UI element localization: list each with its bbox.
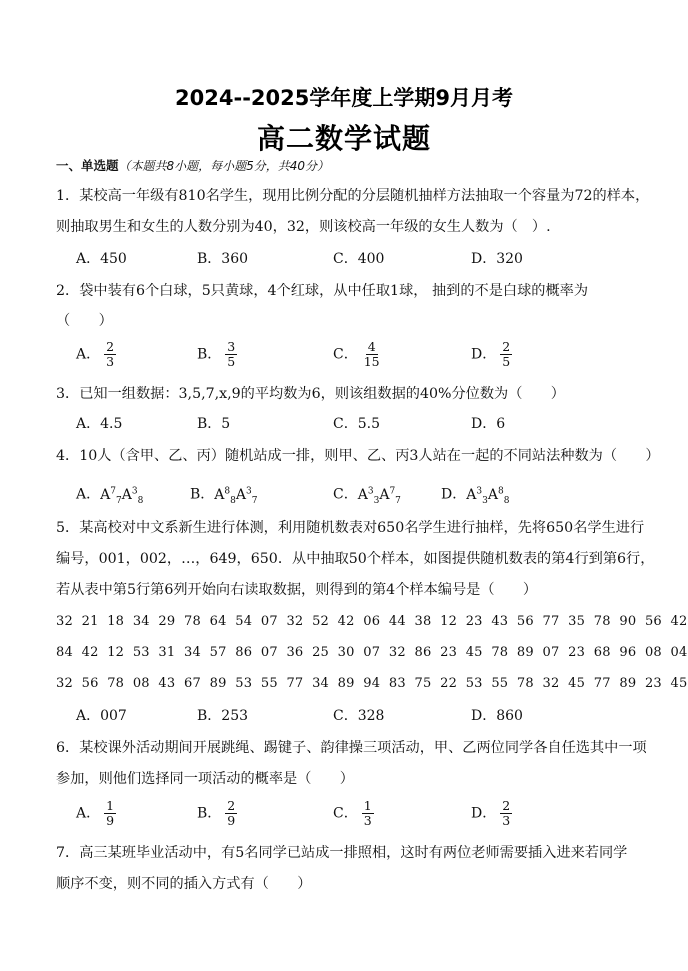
q1-option-a: A．450: [76, 251, 127, 267]
exam-title: 2024--2025学年度上学期9月月考: [175, 86, 513, 110]
q6-text-1: 6．某校课外活动期间开展跳绳、踢键子、韵律操三项活动，甲、乙两位同学各自任选其中一项: [56, 740, 647, 756]
section-note: （本题共8小题，每小题5分，共40分）: [118, 159, 330, 173]
fraction-numerator: 2: [502, 798, 511, 813]
q5-text-1: 5．某高校对中文系新生进行体测，利用随机数表对650名学生进行抽样，先将650名学生进行: [56, 520, 645, 536]
fraction-denominator: 5: [227, 354, 236, 369]
fraction-denominator: 5: [502, 354, 511, 369]
q3-option-b: B．5: [197, 416, 231, 432]
random-table-row: 32 21 18 34 29 78 64 54 07 32 52 42 06 44 38 12 23 43 56 77 35 78 90 56 42: [56, 614, 688, 629]
fraction: [500, 340, 512, 369]
q4-option-a: [76, 481, 143, 510]
permutation-term: $A^7_7A^3_8$: [100, 486, 144, 506]
q1-text-2: 则抽取男生和女生的人数分别为40，32，则该校高一年级的女生人数为（ ）.: [56, 219, 551, 235]
perm-sup: 8: [224, 486, 231, 496]
section-heading: [56, 156, 329, 176]
fraction: [225, 340, 237, 369]
q3-option-c: C．5.5: [333, 416, 380, 432]
perm-sub: 7: [395, 495, 401, 506]
q2-option-c-label: C．: [333, 346, 358, 363]
fraction-denominator: 9: [227, 813, 236, 828]
q6-option-b: [197, 799, 237, 828]
fraction-numerator: 4: [367, 339, 376, 354]
q6-option-c-label: C．: [333, 805, 358, 822]
q1-option-d: D．320: [471, 251, 523, 267]
q6-option-c: [333, 799, 374, 828]
perm-sub: 7: [251, 495, 258, 506]
q4-option-b-label: B．: [190, 486, 215, 503]
q3-text-1: 3．已知一组数据：3,5,7,x,9的平均数为6，则该组数据的40%分位数为（ ）: [56, 386, 565, 402]
q2-option-b-label: B．: [197, 346, 222, 363]
q7-text-2: 顺序不变，则不同的插入方式有（ ）: [56, 876, 312, 892]
permutation-term: $A^3_3A^7_7$: [357, 486, 401, 506]
q4-option-d: [441, 481, 509, 510]
q3-option-d: D．6: [471, 416, 506, 432]
q6-option-d: [471, 799, 512, 828]
q2-option-a-label: A．: [76, 346, 101, 363]
q2-option-a: [76, 340, 116, 369]
permutation-term: $A^3_3A^8_8$: [466, 486, 510, 506]
q3-option-a: A．4.5: [76, 416, 123, 432]
perm-sup: 3: [367, 486, 374, 496]
q4-option-a-label: A．: [76, 486, 101, 503]
perm-sup: 3: [246, 486, 252, 496]
perm-sup: 8: [497, 486, 504, 496]
fraction: [104, 340, 116, 369]
fraction-numerator: 3: [227, 339, 236, 354]
fraction: [362, 799, 374, 828]
fraction-numerator: 1: [363, 798, 372, 813]
perm-sub: 3: [482, 495, 488, 506]
q4-option-b: [190, 481, 257, 510]
q6-option-a-label: A．: [76, 805, 101, 822]
perm-sup: 3: [476, 486, 483, 496]
q7-text-1: 7．高三某班毕业活动中，有5名同学已站成一排照相，这时有两位老师需要插入进来若同学: [56, 845, 628, 861]
q4-text-1: 4．10人（含甲、乙、丙）随机站成一排，则甲、乙、丙3人站在一起的不同站法种数为（ ）: [56, 448, 660, 464]
q1-text-1: 1．某校高一年级有810名学生，现用比例分配的分层随机抽样方法抽取一个容量为72的样本，: [56, 188, 650, 204]
perm-sub: 8: [230, 495, 236, 506]
permutation-term: $A^8_8A^3_7$: [214, 486, 258, 506]
perm-sup: 7: [110, 486, 116, 496]
q4-option-c-label: C．: [333, 486, 358, 503]
q5-text-3: 若从表中第5行第6列开始向右读取数据，则得到的第4个样本编号是（ ）: [56, 582, 538, 598]
perm-sup: 3: [131, 486, 138, 496]
random-table-row: 84 42 12 53 31 34 57 86 07 36 25 30 07 32 86 23 45 78 89 07 23 68 96 08 04: [56, 645, 688, 660]
section-label: 一、单选题: [56, 158, 119, 173]
fraction-numerator: 2: [502, 339, 511, 354]
fraction-denominator: 3: [106, 354, 115, 369]
exam-subtitle: 高二数学试题: [256, 122, 431, 155]
q5-option-b: B．253: [197, 708, 249, 724]
fraction: [104, 799, 116, 828]
q6-option-d-label: D．: [471, 805, 497, 822]
fraction-numerator: 2: [227, 798, 236, 813]
random-table-row: 32 56 78 08 43 67 89 53 55 77 34 89 94 83 75 22 53 55 78 32 45 77 89 23 45: [56, 676, 688, 691]
fraction-denominator: 15: [363, 354, 380, 369]
fraction-denominator: 9: [106, 813, 115, 828]
q5-option-a: A．007: [76, 708, 127, 724]
perm-sub: 3: [373, 495, 380, 506]
perm-sub: 8: [503, 495, 510, 506]
q4-option-c: [333, 481, 401, 510]
fraction-denominator: 3: [363, 813, 372, 828]
q2-option-d: [471, 340, 512, 369]
perm-sub: 8: [137, 495, 144, 506]
fraction: [225, 799, 237, 828]
fraction-numerator: 1: [106, 798, 115, 813]
q2-option-b: [197, 340, 237, 369]
q2-option-d-label: D．: [471, 346, 497, 363]
perm-sub: 7: [115, 495, 122, 506]
q5-option-c: C．328: [333, 708, 385, 724]
q2-option-c: [333, 340, 382, 369]
q6-option-b-label: B．: [197, 805, 222, 822]
fraction: [500, 799, 512, 828]
q1-option-c: C．400: [333, 251, 385, 267]
q6-option-a: [76, 799, 116, 828]
q1-option-b: B．360: [197, 251, 249, 267]
q5-text-2: 编号，001，002，…，649，650．从中抽取50个样本，如图提供随机数表的第4行到第6行，: [56, 551, 655, 567]
q2-text-1: 2．袋中装有6个白球，5只黄球，4个红球，从中任取1球， 抽到的不是白球的概率为: [56, 283, 589, 299]
q2-text-2: （ ）: [56, 313, 113, 329]
fraction-numerator: 2: [106, 339, 115, 354]
q6-text-2: 参加，则他们选择同一项活动的概率是（ ）: [56, 771, 354, 787]
fraction-denominator: 3: [502, 813, 511, 828]
q5-option-d: D．860: [471, 708, 523, 724]
q4-option-d-label: D．: [441, 486, 467, 503]
fraction: [362, 340, 382, 369]
perm-sup: 7: [389, 486, 396, 496]
